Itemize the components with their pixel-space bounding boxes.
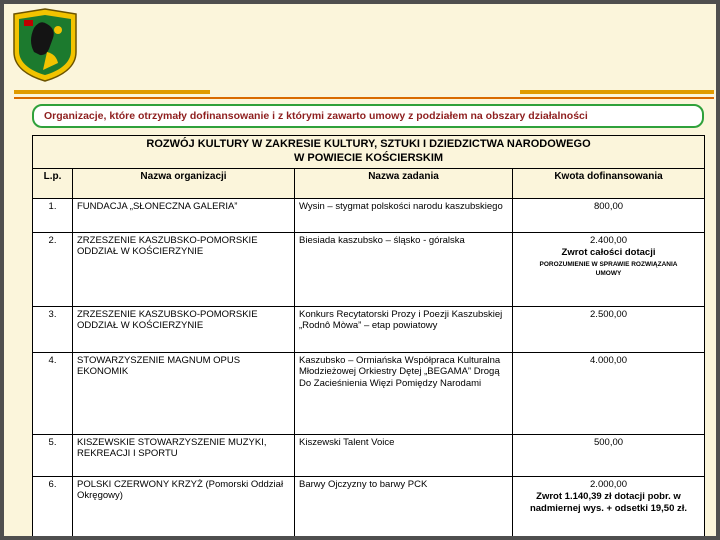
col-header-org: Nazwa organizacji (73, 168, 295, 198)
col-header-task: Nazwa zadania (295, 168, 513, 198)
page-title: Organizacje, które otrzymały dofinansowanie i z którymi zawarto umowy z podziałem na obszary działalności (44, 110, 588, 122)
amount-subnote: POROZUMIENIE W SPRAWIE ROZWIĄZANIA UMOWY (539, 261, 678, 277)
task-cell: Barwy Ojczyzny to barwy PCK (295, 476, 513, 536)
organization-cell: ZRZESZENIE KASZUBSKO-POMORSKIE ODDZIAŁ W KOŚCIERZYNIE (73, 306, 295, 352)
row-number-cell: 4. (33, 352, 73, 434)
amount-value: 800,00 (593, 200, 624, 212)
organization-cell: ZRZESZENIE KASZUBSKO-POMORSKIE ODDZIAŁ W KOŚCIERZYNIE (73, 232, 295, 306)
amount-note: Zwrot całości dotacji (561, 247, 656, 259)
task-cell: Wysin – stygmat polskości narodu kaszubskiego (295, 198, 513, 232)
section-title-line1: ROZWÓJ KULTURY W ZAKRESIE KULTURY, SZTUKI I DZIEDZICTWA NARODOWEGO (146, 138, 591, 150)
top-rule-full (14, 97, 714, 99)
section-header (33, 136, 705, 169)
row-number-cell: 5. (33, 434, 73, 476)
row-number-cell: 2. (33, 232, 73, 306)
top-rule-right (520, 90, 714, 94)
table-row (33, 434, 705, 476)
amount-value: 2.400,00 (590, 234, 627, 246)
organization-cell: STOWARZYSZENIE MAGNUM OPUS EKONOMIK (73, 352, 295, 434)
table-row (33, 306, 705, 352)
organization-cell: POLSKI CZERWONY KRZYŻ (Pomorski Oddział Okręgowy) (73, 476, 295, 536)
amount-cell (513, 232, 705, 306)
table-row (33, 476, 705, 536)
title-box (32, 104, 704, 128)
row-number-cell: 6. (33, 476, 73, 536)
top-rule-left (14, 90, 210, 94)
col-header-lp: L.p. (33, 168, 73, 198)
amount-value: 2.500,00 (590, 308, 627, 320)
amount-value: 4.000,00 (590, 354, 627, 366)
amount-value: 500,00 (593, 436, 624, 448)
organization-cell: KISZEWSKIE STOWARZYSZENIE MUZYKI, REKREACJI I SPORTU (73, 434, 295, 476)
amount-cell (513, 476, 705, 536)
amount-cell (513, 306, 705, 352)
row-number-cell: 1. (33, 198, 73, 232)
amount-cell (513, 352, 705, 434)
task-cell: Konkurs Recytatorski Prozy i Poezji Kaszubskiej „Rodnô Mòwa” – etap powiatowy (295, 306, 513, 352)
table-row (33, 232, 705, 306)
section-header-row (33, 136, 705, 169)
section-title-line2: W POWIECIE KOŚCIERSKIM (293, 151, 444, 164)
amount-cell (513, 434, 705, 476)
task-cell: Kaszubsko – Ormiańska Współpraca Kulturalna Młodzieżowej Orkiestry Dętej „BEGAMA” Drogą Do Zacieśnienia Więzi Pomiędzy Narodami (295, 352, 513, 434)
column-header-row (33, 168, 705, 198)
amount-note: Zwrot 1.140,39 zł dotacji pobr. w nadmiernej wys. + odsetki 19,50 zł. (529, 491, 688, 515)
col-header-amount: Kwota dofinansowania (513, 168, 705, 198)
coat-of-arms-icon (12, 8, 78, 82)
row-number-cell: 3. (33, 306, 73, 352)
task-cell: Kiszewski Talent Voice (295, 434, 513, 476)
table-row (33, 198, 705, 232)
amount-cell (513, 198, 705, 232)
funding-table (32, 135, 705, 537)
task-cell: Biesiada kaszubsko – śląsko - góralska (295, 232, 513, 306)
table-row (33, 352, 705, 434)
amount-value: 2.000,00 (590, 478, 627, 490)
organization-cell: FUNDACJA „SŁONECZNA GALERIA” (73, 198, 295, 232)
